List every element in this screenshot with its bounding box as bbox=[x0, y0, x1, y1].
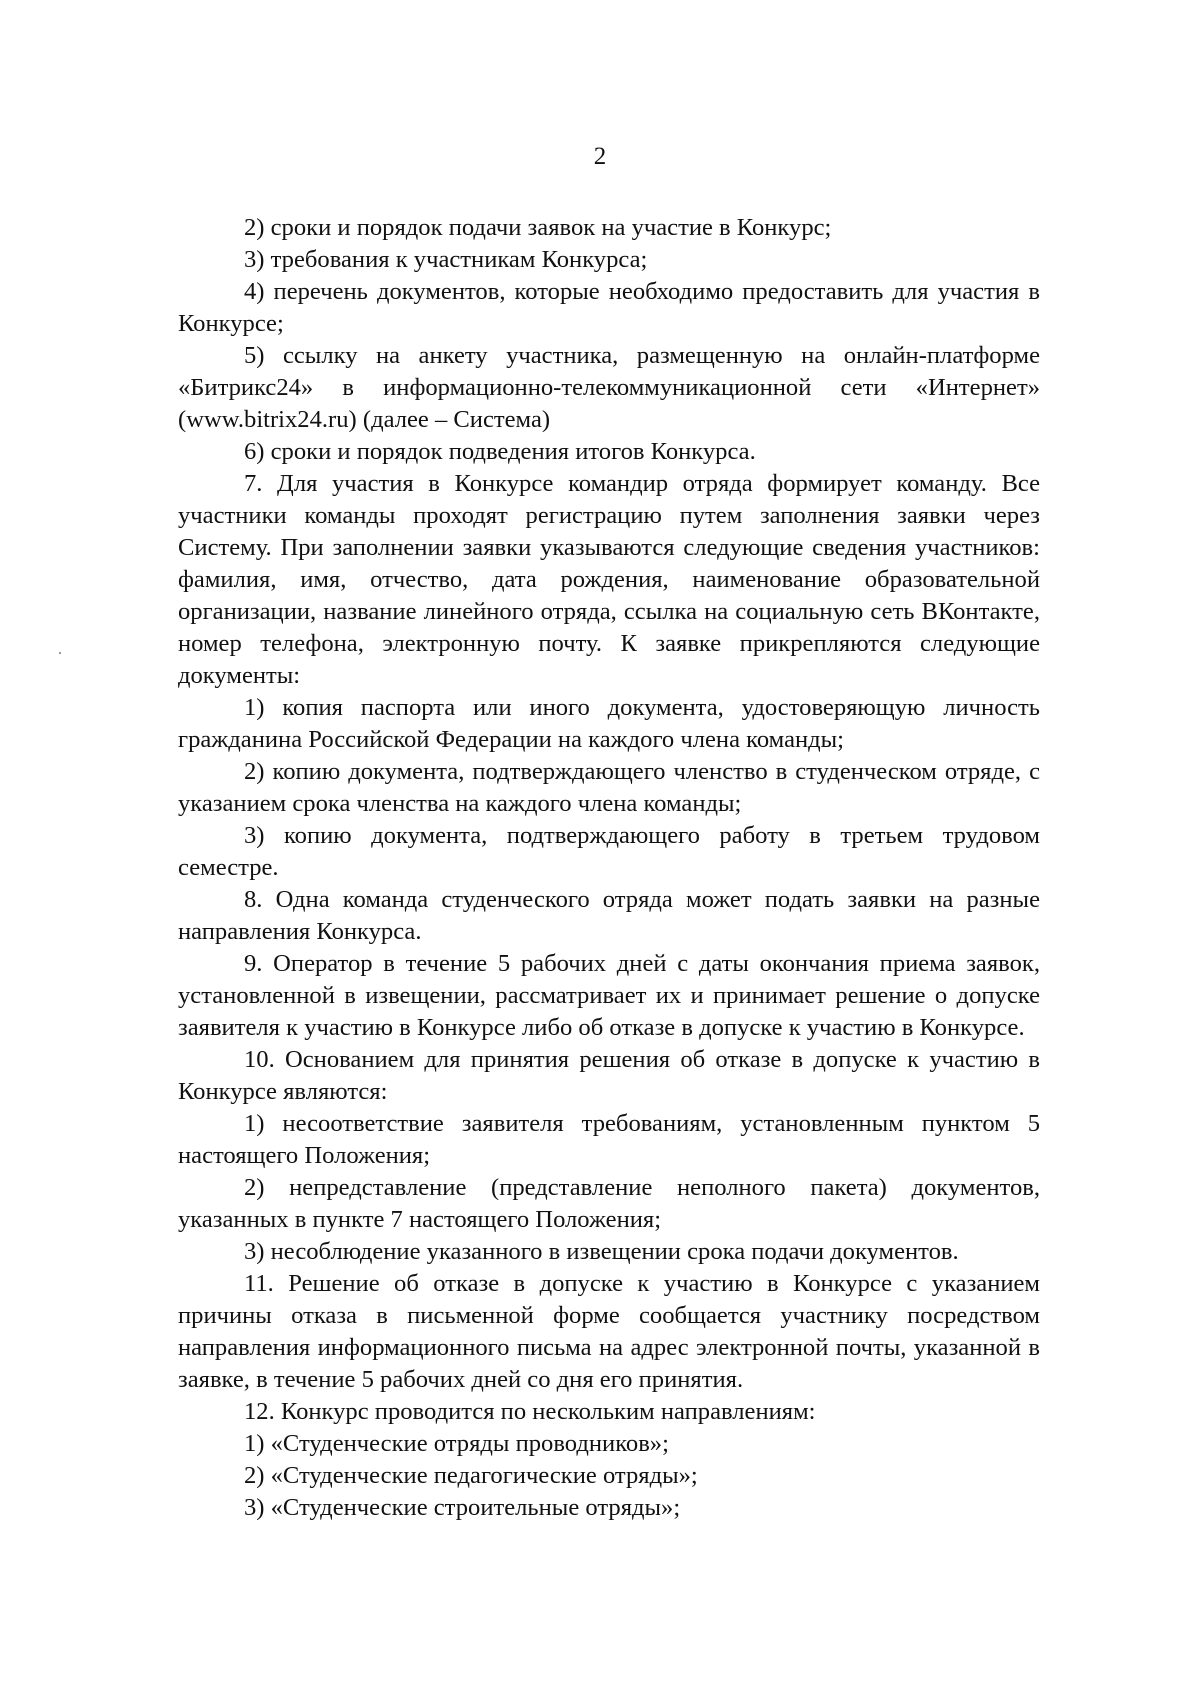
paragraph-item-6-results: 6) сроки и порядок подведения итогов Конкурса. bbox=[244, 438, 756, 465]
paragraph-clause-10-item-2: 2) непредставление (представление неполного пакета) документов, указанных в пункте 7 настоящего Положения; bbox=[178, 1174, 1040, 1233]
paragraph-clause-7-item-1: 1) копия паспорта или иного документа, удостоверяющую личность гражданина Российской Федерации на каждого члена команды; bbox=[178, 694, 1040, 753]
paragraph-clause-7: 7. Для участия в Конкурсе командир отряда формирует команду. Все участники команды проходят регистрацию путем заполнения заявки через Систему. При заполнении заявки указываются следующие сведения участников: фамилия, имя, отчество, дата рождения, наименование образовательной организации, название линейного отряда, ссылка на социальную сеть ВКонтакте, номер телефона, электронную почту. К заявке прикрепляются следующие документы: bbox=[178, 470, 1040, 689]
paragraph-clause-10-item-1: 1) несоответствие заявителя требованиям, установленным пунктом 5 настоящего Положения; bbox=[178, 1110, 1040, 1169]
paragraph-clause-12: 12. Конкурс проводится по нескольким направлениям: bbox=[244, 1398, 816, 1425]
scan-speck bbox=[59, 652, 61, 654]
paragraph-item-4-document-list: 4) перечень документов, которые необходимо предоставить для участия в Конкурсе; bbox=[178, 278, 1040, 337]
paragraph-clause-8: 8. Одна команда студенческого отряда может подать заявки на разные направления Конкурса. bbox=[178, 886, 1040, 945]
paragraph-clause-12-item-3: 3) «Студенческие строительные отряды»; bbox=[244, 1494, 681, 1521]
paragraph-clause-7-item-2: 2) копию документа, подтверждающего членство в студенческом отряде, с указанием срока членства на каждого члена команды; bbox=[178, 758, 1040, 817]
paragraph-item-2-deadlines: 2) сроки и порядок подачи заявок на участие в Конкурс; bbox=[244, 214, 832, 241]
paragraph-clause-11: 11. Решение об отказе в допуске к участию в Конкурсе с указанием причины отказа в письменной форме сообщается участнику посредством направления информационного письма на адрес электронной почты, указанной в заявке, в течение 5 рабочих дней со дня его принятия. bbox=[178, 1270, 1040, 1393]
paragraph-clause-10-item-3: 3) несоблюдение указанного в извещении срока подачи документов. bbox=[244, 1238, 959, 1265]
paragraph-item-5-questionnaire-link: 5) ссылку на анкету участника, размещенную на онлайн-платформе «Битрикс24» в информационно-телекоммуникационной сети «Интернет» (www.bitrix24.ru) (далее – Система) bbox=[178, 342, 1040, 433]
paragraph-clause-7-item-3: 3) копию документа, подтверждающего работу в третьем трудовом семестре. bbox=[178, 822, 1040, 881]
paragraph-clause-12-item-2: 2) «Студенческие педагогические отряды»; bbox=[244, 1462, 698, 1489]
paragraph-clause-9: 9. Оператор в течение 5 рабочих дней с даты окончания приема заявок, установленной в извещении, рассматривает их и принимает решение о допуске заявителя к участию в Конкурсе либо об отказе в допуске к участию в Конкурсе. bbox=[178, 950, 1040, 1041]
paragraph-clause-10: 10. Основанием для принятия решения об отказе в допуске к участию в Конкурсе являются: bbox=[178, 1046, 1040, 1105]
paragraph-item-3-requirements: 3) требования к участникам Конкурса; bbox=[244, 246, 648, 273]
paragraph-clause-12-item-1: 1) «Студенческие отряды проводников»; bbox=[244, 1430, 669, 1457]
page-number: 2 bbox=[593, 143, 607, 170]
document-body bbox=[178, 212, 1040, 1524]
